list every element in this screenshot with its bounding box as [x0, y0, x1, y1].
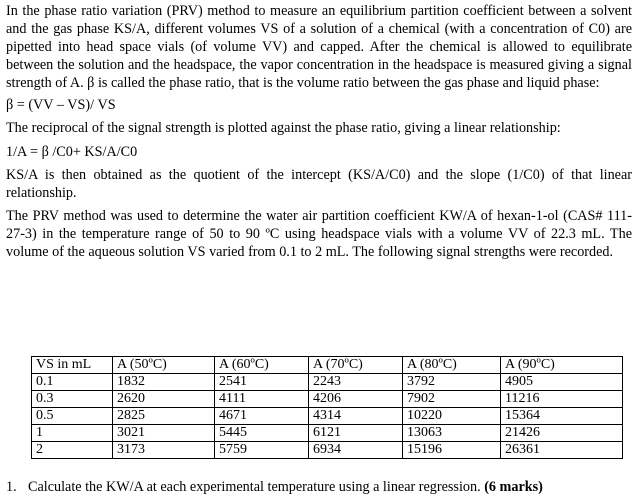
header-cell: A (80ºC) [403, 357, 501, 374]
linear-formula: 1/A = β /C0+ KS/A/C0 [6, 144, 138, 160]
table-cell: 3021 [113, 425, 215, 442]
intro-paragraph: In the phase ratio variation (PRV) method to measure an equilibrium partition coefficient between a solvent and the gas phase KS/A, different volumes VS of a solution of a chemical (with a concentration of C0) are pipetted into head space vials (of volume VV) and capped. After the chemical is allowed to equilibrate between the solution and the headspace, the vapor concentration in the headspace is measured giving a signal strength of A. β is called the phase ratio, that is the volume ratio between the gas phase and liquid phase: [6, 3, 632, 91]
table-cell: 2541 [215, 374, 309, 391]
phase-ratio-formula: β = (VV – VS)/ VS [6, 97, 116, 113]
header-cell: A (70ºC) [309, 357, 403, 374]
signal-strength-table [31, 356, 623, 459]
table-row [32, 442, 623, 459]
table-cell: 5759 [215, 442, 309, 459]
table-cell: 21426 [501, 425, 623, 442]
table-cell: 4314 [309, 408, 403, 425]
table-cell: 1 [32, 425, 113, 442]
table-cell: 7902 [403, 391, 501, 408]
prv-method-paragraph: The PRV method was used to determine the water air partition coefficient KW/A of hexan-1-ol (CAS# 111-27-3) in the temperature range of 50 to 90 ºC using headspace vials with a volume VV of 22.3 mL. The volume of the aqueous solution VS varied from 0.1 to 2 mL. The following signal strengths were recorded. [6, 208, 632, 260]
table-cell: 2620 [113, 391, 215, 408]
table-cell: 26361 [501, 442, 623, 459]
table-row [32, 425, 623, 442]
table-cell: 1832 [113, 374, 215, 391]
table-cell: 2243 [309, 374, 403, 391]
table-cell: 0.5 [32, 408, 113, 425]
document-body [6, 2, 632, 261]
question-text: Calculate the KW/A at each experimental temperature using a linear regression. [28, 479, 481, 495]
table-cell: 0.3 [32, 391, 113, 408]
question-marks: (6 marks) [484, 479, 543, 495]
signal-strength-table-wrapper [31, 356, 623, 459]
table-cell: 15196 [403, 442, 501, 459]
table-cell: 6934 [309, 442, 403, 459]
table-cell: 15364 [501, 408, 623, 425]
table-row [32, 374, 623, 391]
table-cell: 4671 [215, 408, 309, 425]
table-cell: 2 [32, 442, 113, 459]
header-cell: A (60ºC) [215, 357, 309, 374]
question-1 [6, 478, 636, 496]
table-cell: 4206 [309, 391, 403, 408]
table-cell: 10220 [403, 408, 501, 425]
table-cell: 4111 [215, 391, 309, 408]
table-cell: 11216 [501, 391, 623, 408]
question-number: 1. [6, 479, 17, 495]
table-cell: 13063 [403, 425, 501, 442]
table-row [32, 391, 623, 408]
table-header-row [32, 357, 623, 374]
header-cell: A (50ºC) [113, 357, 215, 374]
header-cell: VS in mL [32, 357, 113, 374]
k-obtained-paragraph: KS/A is then obtained as the quotient of the intercept (KS/A/C0) and the slope (1/C0) of that linear relationship. [6, 167, 632, 201]
table-cell: 3173 [113, 442, 215, 459]
table-cell: 5445 [215, 425, 309, 442]
table-cell: 4905 [501, 374, 623, 391]
table-row [32, 408, 623, 425]
table-cell: 3792 [403, 374, 501, 391]
header-cell: A (90ºC) [501, 357, 623, 374]
table-cell: 2825 [113, 408, 215, 425]
table-cell: 6121 [309, 425, 403, 442]
table-cell: 0.1 [32, 374, 113, 391]
reciprocal-paragraph: The reciprocal of the signal strength is plotted against the phase ratio, giving a linear relationship: [6, 120, 561, 136]
